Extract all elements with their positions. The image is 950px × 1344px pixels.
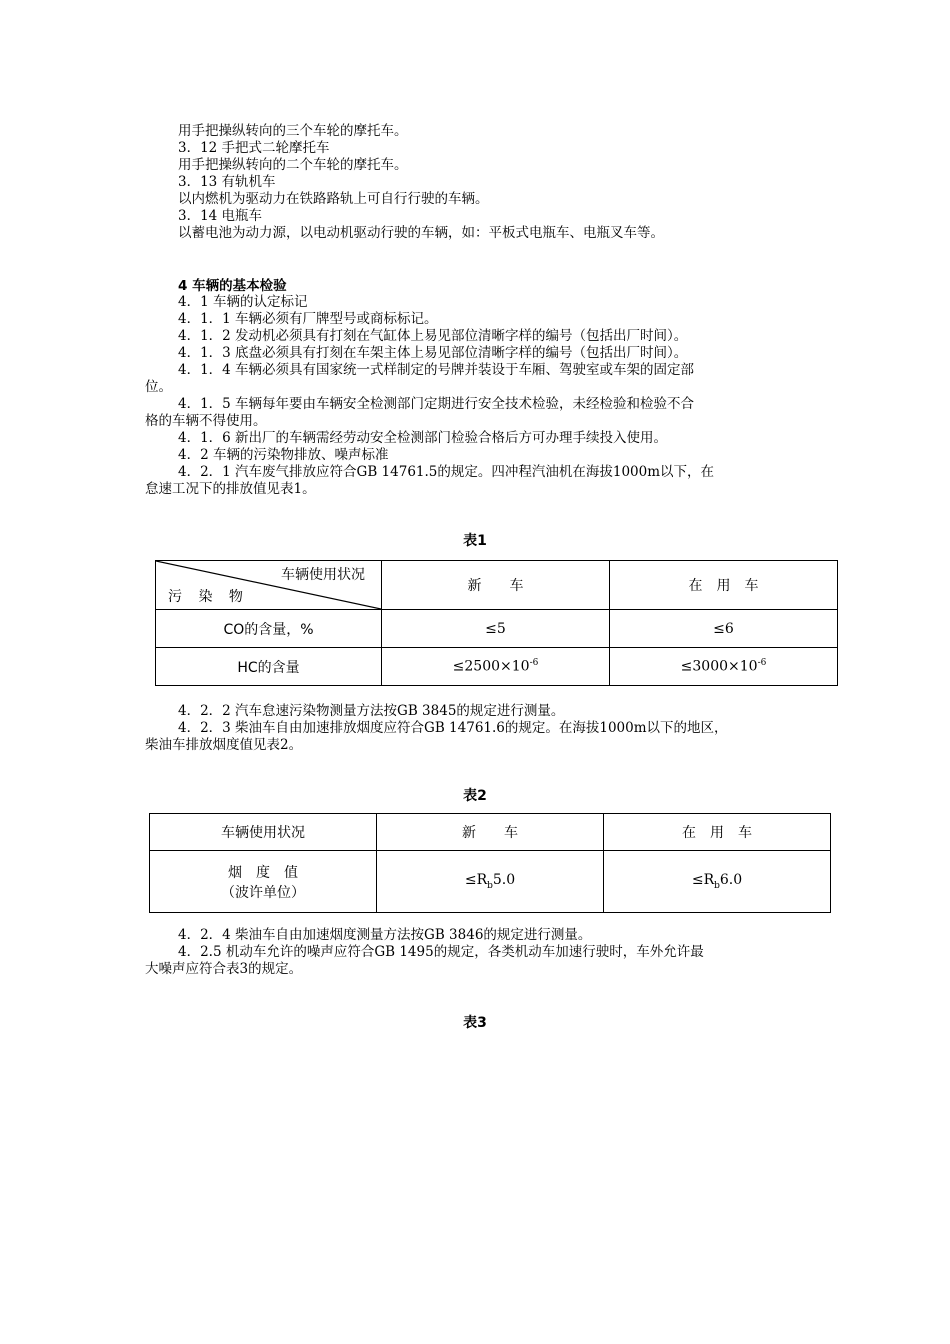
table1 bbox=[155, 560, 838, 686]
co-used-value: ≤6 bbox=[610, 610, 838, 648]
table1-diagonal-header-cell bbox=[156, 561, 382, 610]
text-line: 以内燃机为驱动力在铁路路轨上可自行行驶的车辆。 bbox=[178, 191, 489, 207]
clause-line-cont: 怠速工况下的排放值见表1。 bbox=[145, 481, 316, 497]
table3-caption: 表3 bbox=[463, 1015, 487, 1031]
header-pollutant: 污 染 物 bbox=[168, 589, 249, 605]
clause-line-cont: 位。 bbox=[145, 379, 172, 395]
header-used-vehicle: 在 用 车 bbox=[604, 814, 831, 851]
clause-line: 4．2 车辆的污染物排放、噪声标准 bbox=[178, 447, 389, 463]
clause-line: 4．2．1 汽车废气排放应符合GB 14761.5的规定。四冲程汽油机在海拔1000m以下，在 bbox=[178, 464, 715, 480]
clause-line: 4．1．3 底盘必须具有打刻在车架主体上易见部位清晰字样的编号（包括出厂时间）。 bbox=[178, 345, 688, 361]
clause-line: 4．2．4 柴油车自由加速烟度测量方法按GB 3846的规定进行测量。 bbox=[178, 927, 592, 943]
clause-line: 4．1．5 车辆每年要由车辆安全检测部门定期进行安全技术检验，未经检验和检验不合 bbox=[178, 396, 695, 412]
clause-line-cont: 柴油车排放烟度值见表2。 bbox=[145, 737, 303, 753]
clause-line: 4．1 车辆的认定标记 bbox=[178, 294, 308, 310]
header-new-vehicle: 新 车 bbox=[377, 814, 604, 851]
smoke-used-value: $\le R_b6.0$ bbox=[604, 851, 831, 913]
clause-line: 4．2.5 机动车允许的噪声应符合GB 1495的规定，各类机动车加速行驶时，车外允许最 bbox=[178, 944, 704, 960]
header-vehicle-status: 车辆使用状况 bbox=[281, 567, 365, 583]
clause-line: 4．1．4 车辆必须具有国家统一式样制定的号牌并装设于车厢、驾驶室或车架的固定部 bbox=[178, 362, 695, 378]
row-label-co: CO的含量，% bbox=[156, 610, 382, 648]
hc-new-value: $\le 2500\times 10^{-6}$ bbox=[382, 648, 610, 686]
row-label-smoke: 烟 度 值 （波许单位） bbox=[150, 851, 377, 913]
clause-line: 4．2．2 汽车怠速污染物测量方法按GB 3845的规定进行测量。 bbox=[178, 703, 565, 719]
text-line: 用手把操纵转向的二个车轮的摩托车。 bbox=[178, 157, 408, 173]
clause-line-cont: 大噪声应符合表3的规定。 bbox=[145, 961, 303, 977]
clause-line: 4．1．1 车辆必须有厂牌型号或商标标记。 bbox=[178, 311, 438, 327]
header-vehicle-status: 车辆使用状况 bbox=[150, 814, 377, 851]
co-new-value: ≤5 bbox=[382, 610, 610, 648]
clause-heading: 3．14 电瓶车 bbox=[178, 208, 263, 224]
table1-caption: 表1 bbox=[463, 533, 487, 549]
table2 bbox=[149, 813, 831, 913]
text-line: 以蓄电池为动力源，以电动机驱动行驶的车辆，如：平板式电瓶车、电瓶叉车等。 bbox=[178, 225, 664, 241]
text-line: 用手把操纵转向的三个车轮的摩托车。 bbox=[178, 123, 408, 139]
smoke-new-value: $\le R_b5.0$ bbox=[377, 851, 604, 913]
clause-line: 4．2．3 柴油车自由加速排放烟度应符合GB 14761.6的规定。在海拔1000m以下的地区， bbox=[178, 720, 728, 736]
table2-caption: 表2 bbox=[463, 788, 487, 804]
clause-line-cont: 格的车辆不得使用。 bbox=[145, 413, 267, 429]
section-heading: 4 车辆的基本检验 bbox=[178, 278, 287, 294]
header-used-vehicle: 在 用 车 bbox=[610, 561, 838, 610]
header-new-vehicle: 新 车 bbox=[382, 561, 610, 610]
clause-heading: 3．12 手把式二轮摩托车 bbox=[178, 140, 330, 156]
clause-line: 4．1．2 发动机必须具有打刻在气缸体上易见部位清晰字样的编号（包括出厂时间）。 bbox=[178, 328, 688, 344]
hc-used-value: $\le 3000\times 10^{-6}$ bbox=[610, 648, 838, 686]
clause-line: 4．1．6 新出厂的车辆需经劳动安全检测部门检验合格后方可办理手续投入使用。 bbox=[178, 430, 668, 446]
clause-heading: 3．13 有轨机车 bbox=[178, 174, 276, 190]
row-label-hc: HC的含量 bbox=[156, 648, 382, 686]
